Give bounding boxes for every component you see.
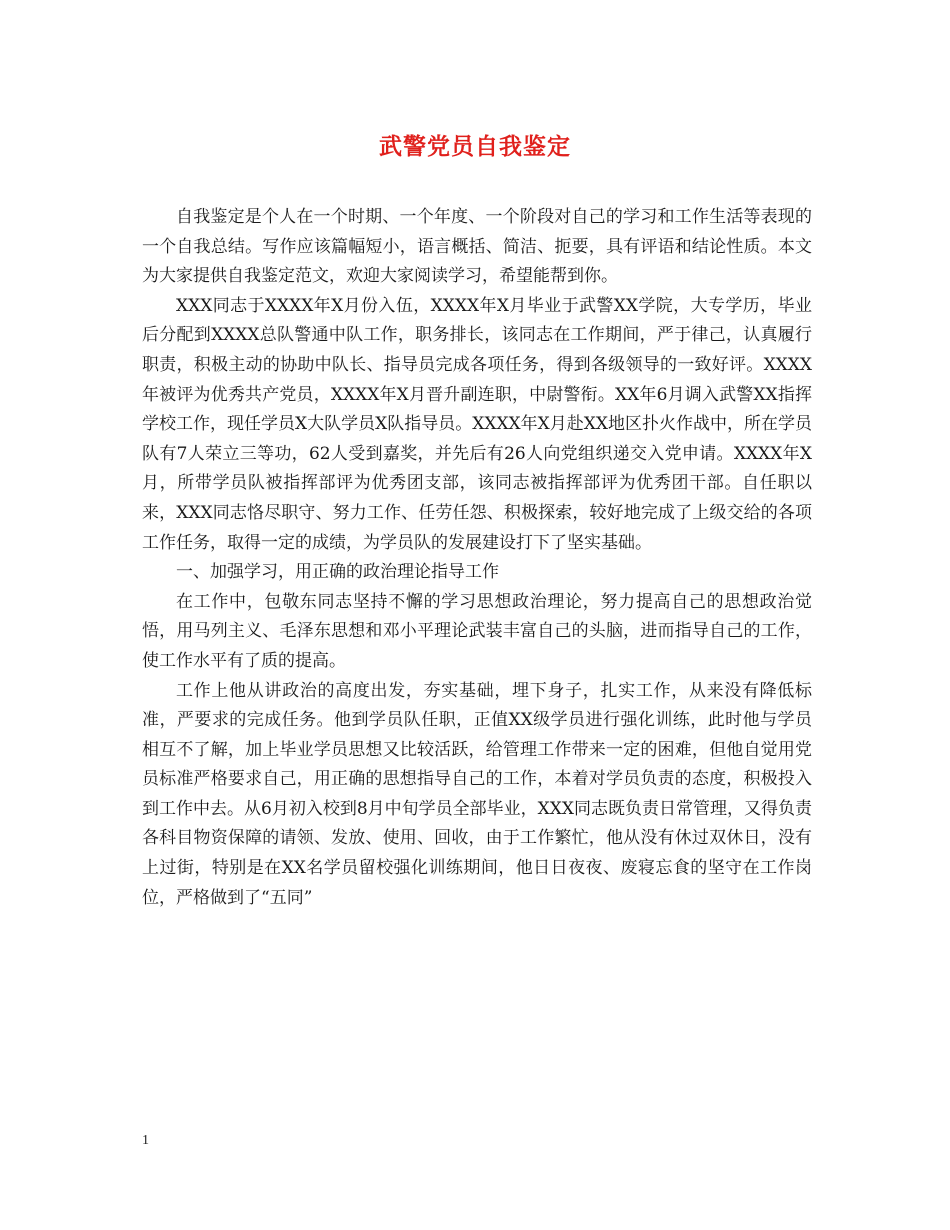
paragraph-profile: XXX同志于XXXX年X月份入伍，XXXX年X月毕业于武警XX学院，大专学历，毕业后分配到XXXX总队警通中队工作，职务排长，该同志在工作期间，严于律己，认真履行职责，积极主动的协助中队长、指导员完成各项任务，得到各级领导的一致好评。XXXX年被评为优秀共产党员，XXXX年X月晋升副连职，中尉警衔。XX年6月调入武警XX指挥学校工作，现任学员X大队学员X队指导员。XXXX年X月赴XX地区扑火作战中，所在学员队有7人荣立三等功，62人受到嘉奖，并先后有26人向党组织递交入党申请。XXXX年X月，所带学员队被指挥部评为优秀团支部，该同志被指挥部评为优秀团干部。自任职以来，XXX同志恪尽职守、努力工作、任劳任怨、积极探索，较好地完成了上级交给的各项工作任务，取得一定的成绩，为学员队的发展建设打下了坚实基础。 (142, 295, 812, 553)
document-title: 武警党员自我鉴定 (379, 133, 571, 160)
paragraph-work: 工作上他从讲政治的高度出发，夯实基础，埋下身子，扎实工作，从来没有降低标准，严要求的完成任务。他到学员队任职，正值XX级学员进行强化训练，此时他与学员相互不了解，加上毕业学员思想又比较活跃，给管理工作带来一定的困难，但他自觉用党员标准严格要求自己，用正确的思想指导自己的工作，本着对学员负责的态度，积极投入到工作中去。从6月初入校到8月中旬学员全部毕业，XXX同志既负责日常管理，又得负责各科目物资保障的请领、发放、使用、回收，由于工作繁忙，他从没有休过双休日，没有上过街，特别是在XX名学员留校强化训练期间，他日日夜夜、废寝忘食的坚守在工作岗位，严格做到了“五同” (142, 680, 812, 908)
section-heading: 一、加强学习，用正确的政治理论指导工作 (176, 562, 499, 583)
page-number: 1 (142, 1133, 149, 1148)
paragraph-intro: 自我鉴定是个人在一个时期、一个年度、一个阶段对自己的学习和工作生活等表现的一个自我总结。写作应该篇幅短小，语言概括、简洁、扼要，具有评语和结论性质。本文为大家提供自我鉴定范文，欢迎大家阅读学习，希望能帮到你。 (142, 207, 812, 287)
paragraph-study: 在工作中，包敬东同志坚持不懈的学习思想政治理论，努力提高自己的思想政治觉悟，用马列主义、毛泽东思想和邓小平理论武装丰富自己的头脑，进而指导自己的工作，使工作水平有了质的提高。 (142, 591, 812, 671)
document-body (142, 203, 812, 913)
